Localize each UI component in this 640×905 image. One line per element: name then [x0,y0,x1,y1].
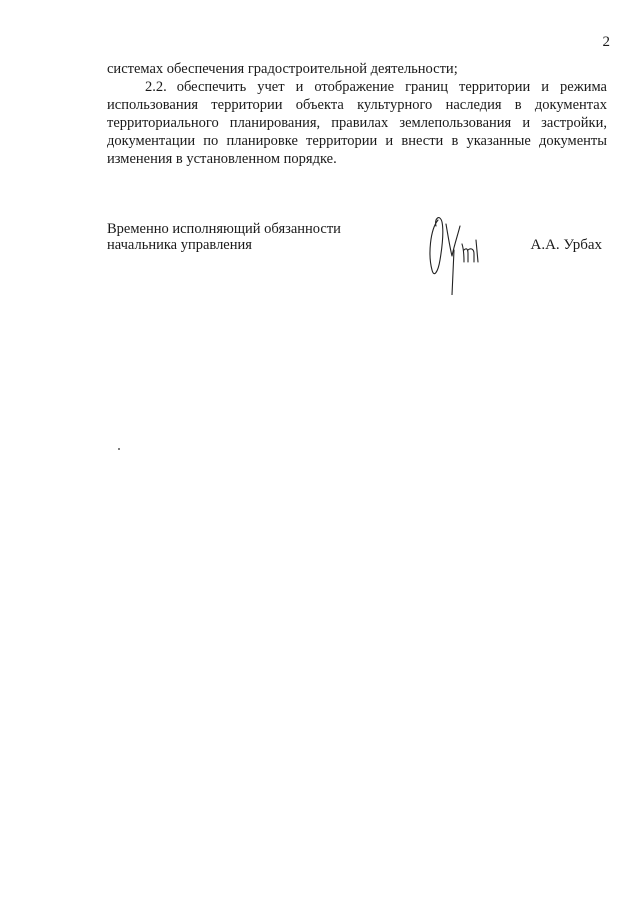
signer-name: А.А. Урбах [530,237,602,253]
page-number: 2 [602,34,610,50]
signer-position-line-1: Временно исполняющий обязанности [107,221,341,237]
signer-position [107,221,341,253]
item-text: обеспечить учет и отображение границ территории и режима использования территории объекта культурного наследия в документах территориального планирования, правилах землепользования и застройки, документации по планировке территории и внести в указанные документы изменения в установленном порядке. [107,79,607,167]
paragraph-item-2-2 [107,78,607,168]
paragraph-continuation: системах обеспечения градостроительной деятельности; [107,61,458,77]
item-number: 2.2. [145,79,167,95]
scan-speck [118,448,120,450]
signer-position-line-2: начальника управления [107,237,252,253]
handwritten-signature [420,210,490,295]
body-text [107,60,607,168]
